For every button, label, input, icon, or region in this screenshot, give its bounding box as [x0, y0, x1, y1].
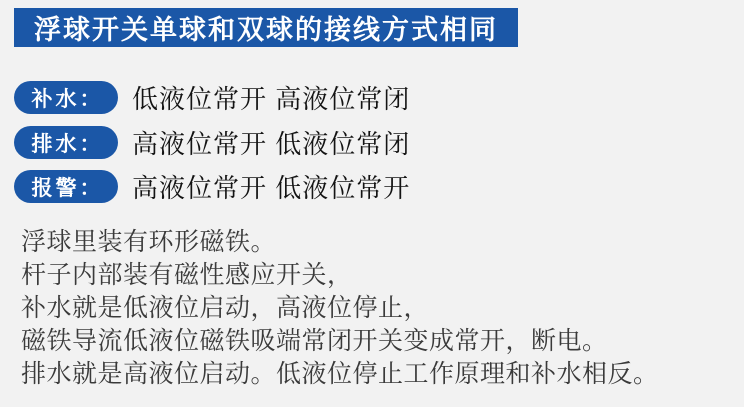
- row-alarm: [14, 170, 410, 203]
- row-water-supply: [14, 81, 410, 114]
- alarm-text: 高液位常开 低液位常开: [132, 173, 411, 203]
- title-banner: [14, 8, 518, 47]
- drainage-text: 高液位常开 低液位常闭: [132, 129, 411, 159]
- water-supply-text: 低液位常开 高液位常闭: [132, 84, 411, 114]
- page-title: 浮球开关单球和双球的接线方式相同: [34, 15, 498, 45]
- water-supply-badge: 补水：: [14, 81, 118, 114]
- row-drainage: [14, 126, 410, 159]
- description-line-2: 杆子内部装有磁性感应开关，: [21, 261, 353, 289]
- alarm-badge: 报警：: [14, 170, 118, 203]
- description-line-1: 浮球里装有环形磁铁。: [21, 228, 277, 256]
- description-line-4: 磁铁导流低液位磁铁吸端常闭开关变成常开，断电。: [21, 327, 608, 355]
- description-line-5: 排水就是高液位启动。低液位停止工作原理和补水相反。: [21, 360, 659, 388]
- description-line-3: 补水就是低液位启动，高液位停止，: [21, 294, 430, 322]
- drainage-badge: 排水：: [14, 126, 118, 159]
- description-paragraph: [21, 226, 659, 391]
